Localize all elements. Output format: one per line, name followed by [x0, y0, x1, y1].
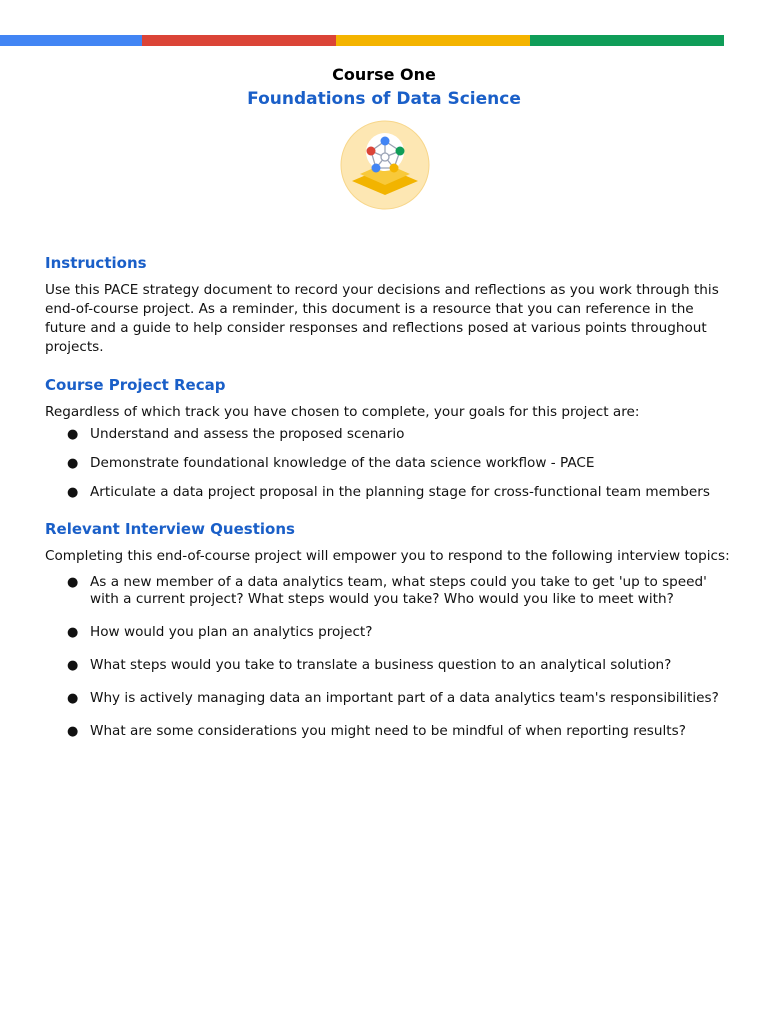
list-item-text: Articulate a data project proposal in the planning stage for cross-functional team members [90, 484, 710, 500]
bullet-icon: ● [67, 724, 79, 739]
color-bar-green [530, 35, 724, 46]
list-item-text: Understand and assess the proposed scenario [90, 426, 405, 442]
recap-goal-list [45, 426, 735, 501]
course-label: Course One [332, 65, 436, 84]
list-item [45, 690, 735, 707]
list-item [45, 723, 735, 740]
brand-color-bar [0, 35, 724, 46]
list-item-text: Demonstrate foundational knowledge of the data science workflow - PACE [90, 455, 595, 471]
course-title: Foundations of Data Science [247, 89, 521, 109]
list-item [45, 484, 735, 501]
recap-heading: Course Project Recap [45, 376, 226, 394]
list-item-text: Why is actively managing data an important part of a data analytics team's responsibilities? [90, 690, 719, 706]
list-item-text: How would you plan an analytics project? [90, 624, 373, 640]
color-bar-blue [0, 35, 142, 46]
document-body [45, 254, 735, 756]
bullet-icon: ● [67, 456, 79, 471]
color-bar-yellow [336, 35, 530, 46]
recap-intro: Regardless of which track you have chosen to complete, your goals for this project are: [45, 404, 640, 420]
interview-heading: Relevant Interview Questions [45, 520, 295, 538]
list-item [45, 657, 735, 674]
data-network-badge-icon [340, 119, 430, 211]
color-bar-red [142, 35, 336, 46]
list-item-text: What steps would you take to translate a business question to an analytical solution? [90, 657, 672, 673]
bullet-icon: ● [67, 575, 79, 590]
bullet-icon: ● [67, 625, 79, 640]
instructions-heading: Instructions [45, 254, 147, 272]
list-item-text: As a new member of a data analytics team, what steps could you take to get 'up to speed' with a current project? What steps would you take? Who would you like to meet with? [90, 574, 707, 607]
bullet-icon: ● [67, 691, 79, 706]
interview-question-list [45, 574, 735, 740]
instructions-paragraph: Use this PACE strategy document to record your decisions and reflections as you work through this end-of-course project. As a reminder, this document is a resource that you can reference in the future and a guide to help consider responses and reflections posed at various points throughout projects. [45, 282, 719, 355]
bullet-icon: ● [67, 485, 79, 500]
bullet-icon: ● [67, 427, 79, 442]
list-item [45, 574, 735, 608]
bullet-icon: ● [67, 658, 79, 673]
list-item [45, 624, 735, 641]
list-item [45, 426, 735, 443]
interview-intro: Completing this end-of-course project will empower you to respond to the following interview topics: [45, 548, 730, 564]
list-item-text: What are some considerations you might need to be mindful of when reporting results? [90, 723, 686, 739]
list-item [45, 455, 735, 472]
